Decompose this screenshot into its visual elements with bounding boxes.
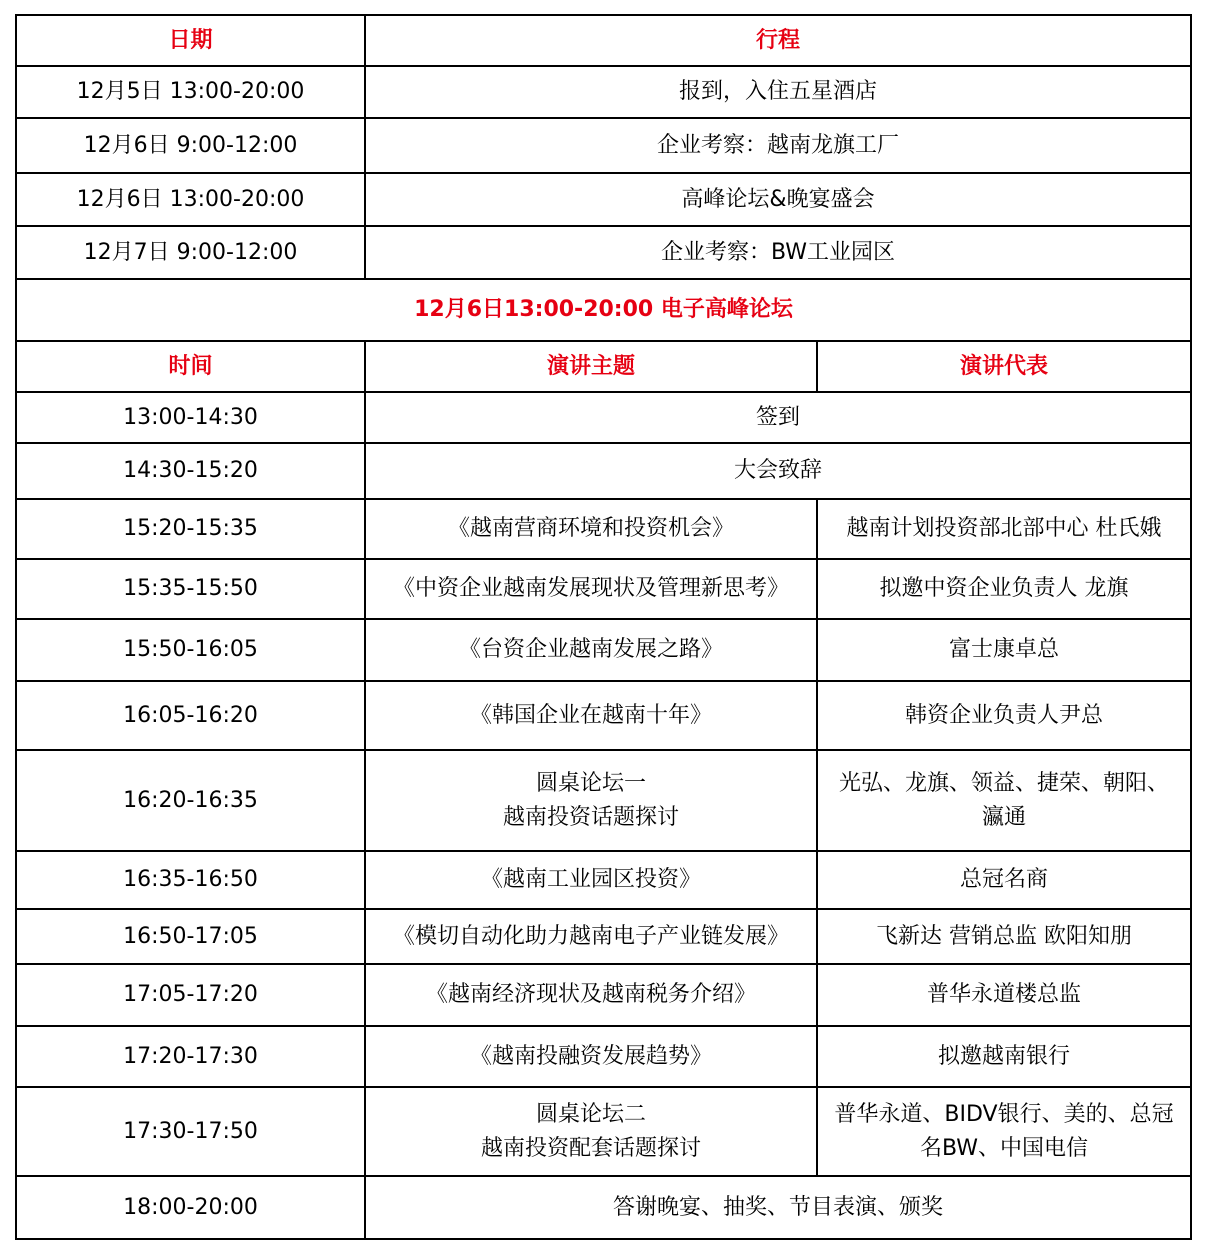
session-time: 16:35-16:50 — [16, 851, 365, 909]
session-time: 18:00-20:00 — [16, 1176, 365, 1239]
forum-row — [16, 443, 1191, 499]
session-speaker — [817, 750, 1191, 851]
schedule-header: 行程 — [365, 15, 1191, 66]
session-topic-line: 越南投资话题探讨 — [502, 804, 679, 830]
session-merged: 大会致辞 — [365, 443, 1191, 499]
session-speaker — [817, 851, 1191, 909]
session-topic-line: 圆桌论坛二 — [535, 1101, 646, 1127]
session-speaker — [817, 964, 1191, 1026]
session-topic-line: 《中资企业越南发展现状及管理新思考》 — [392, 576, 789, 601]
itinerary-date: 12月5日 13:00-20:00 — [16, 66, 365, 118]
session-speaker-line: 韩资企业负责人尹总 — [905, 702, 1104, 728]
session-topic-line: 《模切自动化助力越南电子产业链发展》 — [392, 923, 789, 949]
session-time: 15:35-15:50 — [16, 559, 365, 619]
session-speaker-line: 富士康卓总 — [949, 637, 1060, 662]
topic-header: 演讲主题 — [365, 341, 817, 392]
session-topic-line: 越南投资配套话题探讨 — [480, 1135, 701, 1161]
session-topic-line: 《台资企业越南发展之路》 — [458, 637, 723, 662]
forum-title-row — [16, 279, 1191, 341]
session-merged: 答谢晚宴、抽奖、节目表演、颁奖 — [365, 1176, 1191, 1239]
session-topic — [365, 964, 817, 1026]
itinerary-row — [16, 226, 1191, 279]
itinerary-item: 企业考察：BW工业园区 — [365, 226, 1191, 279]
session-speaker — [817, 1026, 1191, 1087]
session-topic — [365, 750, 817, 851]
forum-row — [16, 619, 1191, 681]
itinerary-date: 12月6日 13:00-20:00 — [16, 173, 365, 226]
session-speaker — [817, 499, 1191, 559]
session-time: 14:30-15:20 — [16, 443, 365, 499]
itinerary-row — [16, 118, 1191, 173]
session-topic — [365, 559, 817, 619]
session-time: 17:05-17:20 — [16, 964, 365, 1026]
session-topic — [365, 909, 817, 964]
session-time: 17:20-17:30 — [16, 1026, 365, 1087]
session-speaker — [817, 909, 1191, 964]
session-topic-line: 《越南营商环境和投资机会》 — [447, 516, 734, 541]
session-speaker-line: 拟邀越南银行 — [938, 1043, 1071, 1069]
forum-row — [16, 1026, 1191, 1087]
forum-title: 12月6日13:00-20:00 电子高峰论坛 — [16, 279, 1191, 341]
session-topic-line: 《越南工业园区投资》 — [480, 867, 701, 892]
session-speaker-line: 飞新达 营销总监 欧阳知朋 — [876, 923, 1132, 949]
session-topic — [365, 499, 817, 559]
session-topic-line: 圆桌论坛一 — [535, 770, 646, 796]
session-time: 17:30-17:50 — [16, 1087, 365, 1176]
forum-row — [16, 909, 1191, 964]
session-topic — [365, 1026, 817, 1087]
forum-row — [16, 1176, 1191, 1239]
session-speaker-line: 瀛通 — [982, 804, 1027, 830]
session-topic-line: 《越南经济现状及越南税务介绍》 — [425, 982, 756, 1007]
itinerary-item: 报到，入住五星酒店 — [365, 66, 1191, 118]
itinerary-item: 高峰论坛&晚宴盛会 — [365, 173, 1191, 226]
session-speaker — [817, 681, 1191, 750]
session-time: 15:20-15:35 — [16, 499, 365, 559]
schedule-table — [15, 14, 1192, 1240]
itinerary-date: 12月6日 9:00-12:00 — [16, 118, 365, 173]
forum-row — [16, 750, 1191, 851]
date-header: 日期 — [16, 15, 365, 66]
session-topic — [365, 1087, 817, 1176]
session-merged: 签到 — [365, 392, 1191, 443]
session-topic-line: 《越南投融资发展趋势》 — [469, 1043, 712, 1069]
session-speaker-line: 越南计划投资部北部中心 杜氏娥 — [846, 516, 1162, 541]
itinerary-date: 12月7日 9:00-12:00 — [16, 226, 365, 279]
session-time: 16:20-16:35 — [16, 750, 365, 851]
speaker-header: 演讲代表 — [817, 341, 1191, 392]
session-time: 16:05-16:20 — [16, 681, 365, 750]
forum-header-row — [16, 341, 1191, 392]
session-topic — [365, 851, 817, 909]
itinerary-row — [16, 66, 1191, 118]
forum-row — [16, 392, 1191, 443]
itinerary-header-row — [16, 15, 1191, 66]
session-speaker — [817, 559, 1191, 619]
session-speaker-line: 普华永道楼总监 — [927, 982, 1082, 1007]
itinerary-row — [16, 173, 1191, 226]
session-speaker-line: 拟邀中资企业负责人 龙旗 — [879, 576, 1129, 601]
forum-row — [16, 1087, 1191, 1176]
forum-row — [16, 499, 1191, 559]
time-header: 时间 — [16, 341, 365, 392]
forum-row — [16, 851, 1191, 909]
schedule-body — [16, 15, 1191, 1239]
session-speaker-line: 光弘、龙旗、领益、捷荣、朝阳、 — [839, 770, 1170, 796]
forum-row — [16, 964, 1191, 1026]
session-speaker-line: 总冠名商 — [960, 867, 1049, 892]
session-speaker-line: 名BW、中国电信 — [919, 1135, 1089, 1161]
session-speaker-line: 普华永道、BIDV银行、美的、总冠 — [834, 1101, 1174, 1127]
session-time: 16:50-17:05 — [16, 909, 365, 964]
session-topic — [365, 619, 817, 681]
session-topic-line: 《韩国企业在越南十年》 — [469, 702, 712, 728]
session-topic — [365, 681, 817, 750]
itinerary-item: 企业考察：越南龙旗工厂 — [365, 118, 1191, 173]
forum-row — [16, 681, 1191, 750]
session-speaker — [817, 1087, 1191, 1176]
forum-row — [16, 559, 1191, 619]
session-time: 15:50-16:05 — [16, 619, 365, 681]
session-time: 13:00-14:30 — [16, 392, 365, 443]
session-speaker — [817, 619, 1191, 681]
